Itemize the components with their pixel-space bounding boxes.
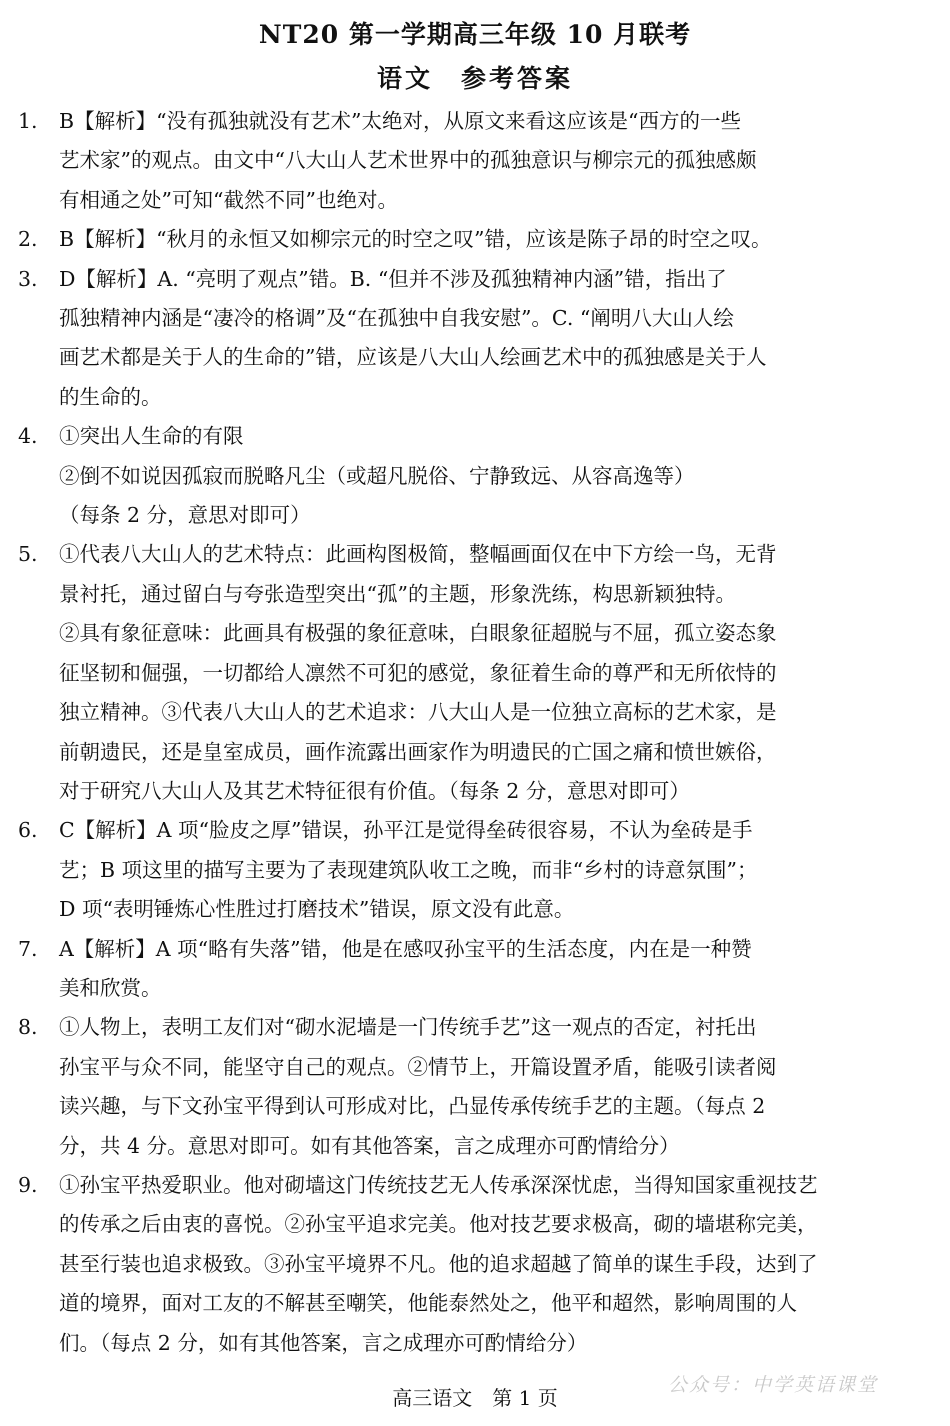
item-line: B【解析】“没有孤独就没有艺术”太绝对，从原文来看这应该是“西方的一些 <box>59 109 742 133</box>
item-line: 的生命的。 <box>59 384 162 409</box>
item-line: 独立精神。③代表八大山人的艺术追求：八大山人是一位独立高标的艺术家，是 <box>59 700 777 725</box>
item-line: 有相通之处”可知“截然不同”也绝对。 <box>59 187 398 212</box>
document-subtitle: 语文 参考答案 <box>376 64 573 93</box>
item-line: 艺；B 项这里的描写主要为了表现建筑队收工之晚，而非“乡村的诗意氛围”； <box>59 857 758 882</box>
item-line: 征坚韧和倔强，一切都给人凛然不可犯的感觉，象征着生命的尊严和无所依恃的 <box>59 660 777 685</box>
item-line: （每条 2 分，意思对即可） <box>59 503 311 528</box>
item-number: 9. <box>18 1172 38 1197</box>
item-number: 5. <box>18 542 38 567</box>
item-line: D【解析】A. “亮明了观点”错。B. “但并不涉及孤独精神内涵”错，指出了 <box>59 266 727 291</box>
item-line: A【解析】A 项“略有失落”错，他是在感叹孙宝平的生活态度，内在是一种赞 <box>59 936 752 961</box>
answer-list <box>18 102 934 1363</box>
answer-item-4 <box>18 417 934 535</box>
item-number: 8. <box>18 1015 38 1040</box>
item-line: 的传承之后由衷的喜悦。②孙宝平追求完美。他对技艺要求极高，砌的墙堪称完美， <box>59 1212 818 1237</box>
document-title: NT20 第一学期高三年级 10 月联考 <box>258 20 692 49</box>
item-line: 孤独精神内涵是“凄冷的格调”及“在孤独中自我安慰”。C. “阐明八大山人绘 <box>59 306 734 331</box>
item-number: 1. <box>18 109 38 133</box>
item-line: 道的境界，面对工友的不解甚至嘲笑，他能泰然处之，他平和超然，影响周围的人 <box>59 1291 797 1316</box>
item-line: 美和欣赏。 <box>59 975 162 1000</box>
answer-item-3 <box>18 260 934 418</box>
answer-item-1 <box>18 102 934 220</box>
answer-item-9 <box>18 1166 934 1363</box>
answer-item-2 <box>18 220 934 259</box>
item-line: ①代表八大山人的艺术特点：此画构图极简，整幅画面仅在中下方绘一鸟，无背 <box>59 542 777 567</box>
item-number: 7. <box>18 936 38 961</box>
item-line: 景衬托，通过留白与夸张造型突出“孤”的主题，形象洗练，构思新颖独特。 <box>59 581 736 606</box>
item-line: 分，共 4 分。意思对即可。如有其他答案，言之成理亦可酌情给分） <box>59 1133 680 1158</box>
answer-item-7 <box>18 930 934 1009</box>
item-line: D 项“表明锤炼心性胜过打磨技术”错误，原文没有此意。 <box>59 897 575 922</box>
item-line: 甚至行装也追求极致。③孙宝平境界不凡。他的追求超越了简单的谋生手段，达到了 <box>59 1251 818 1276</box>
answer-item-8 <box>18 1008 934 1166</box>
item-number: 3. <box>18 266 38 291</box>
item-line: C【解析】A 项“脸皮之厚”错误，孙平江是觉得垒砖很容易，不认为垒砖是手 <box>59 818 753 843</box>
item-line: 对于研究八大山人及其艺术特征很有价值。（每条 2 分，意思对即可） <box>59 778 690 803</box>
item-line: 读兴趣，与下文孙宝平得到认可形成对比，凸显传承传统手艺的主题。（每点 2 <box>59 1094 766 1119</box>
item-line: B【解析】“秋月的永恒又如柳宗元的时空之叹”错，应该是陈子昂的时空之叹。 <box>59 227 772 252</box>
item-number: 4. <box>18 424 38 449</box>
answer-item-6 <box>18 811 934 929</box>
item-line: 艺术家”的观点。由文中“八大山人艺术世界中的孤独意识与柳宗元的孤独感颇 <box>59 148 757 173</box>
watermark-text: 公众号：中学英语课堂 <box>668 1374 879 1396</box>
item-line: ②具有象征意味：此画具有极强的象征意味，白眼象征超脱与不屈，孤立姿态象 <box>59 621 777 646</box>
item-number: 6. <box>18 818 38 843</box>
item-line: 前朝遗民，还是皇室成员，画作流露出画家作为明遗民的亡国之痛和愤世嫉俗， <box>59 739 777 764</box>
item-number: 2. <box>18 227 38 252</box>
item-line: 孙宝平与众不同，能坚守自己的观点。②情节上，开篇设置矛盾，能吸引读者阅 <box>59 1054 777 1079</box>
item-line: 画艺术都是关于人的生命的”错，应该是八大山人绘画艺术中的孤独感是关于人 <box>59 345 767 370</box>
item-line: ①人物上，表明工友们对“砌水泥墙是一门传统手艺”这一观点的否定，衬托出 <box>59 1015 757 1040</box>
item-line: ①孙宝平热爱职业。他对砌墙这门传统技艺无人传承深深忧虑，当得知国家重视技艺 <box>59 1172 818 1197</box>
answer-item-5 <box>18 535 934 811</box>
item-line: ②倒不如说因孤寂而脱略凡尘（或超凡脱俗、宁静致远、从容高逸等） <box>59 463 695 488</box>
item-line: 们。（每点 2 分，如有其他答案，言之成理亦可酌情给分） <box>59 1330 588 1355</box>
page-footer: 高三语文 第 1 页 <box>392 1386 558 1410</box>
item-line: ①突出人生命的有限 <box>59 424 244 449</box>
